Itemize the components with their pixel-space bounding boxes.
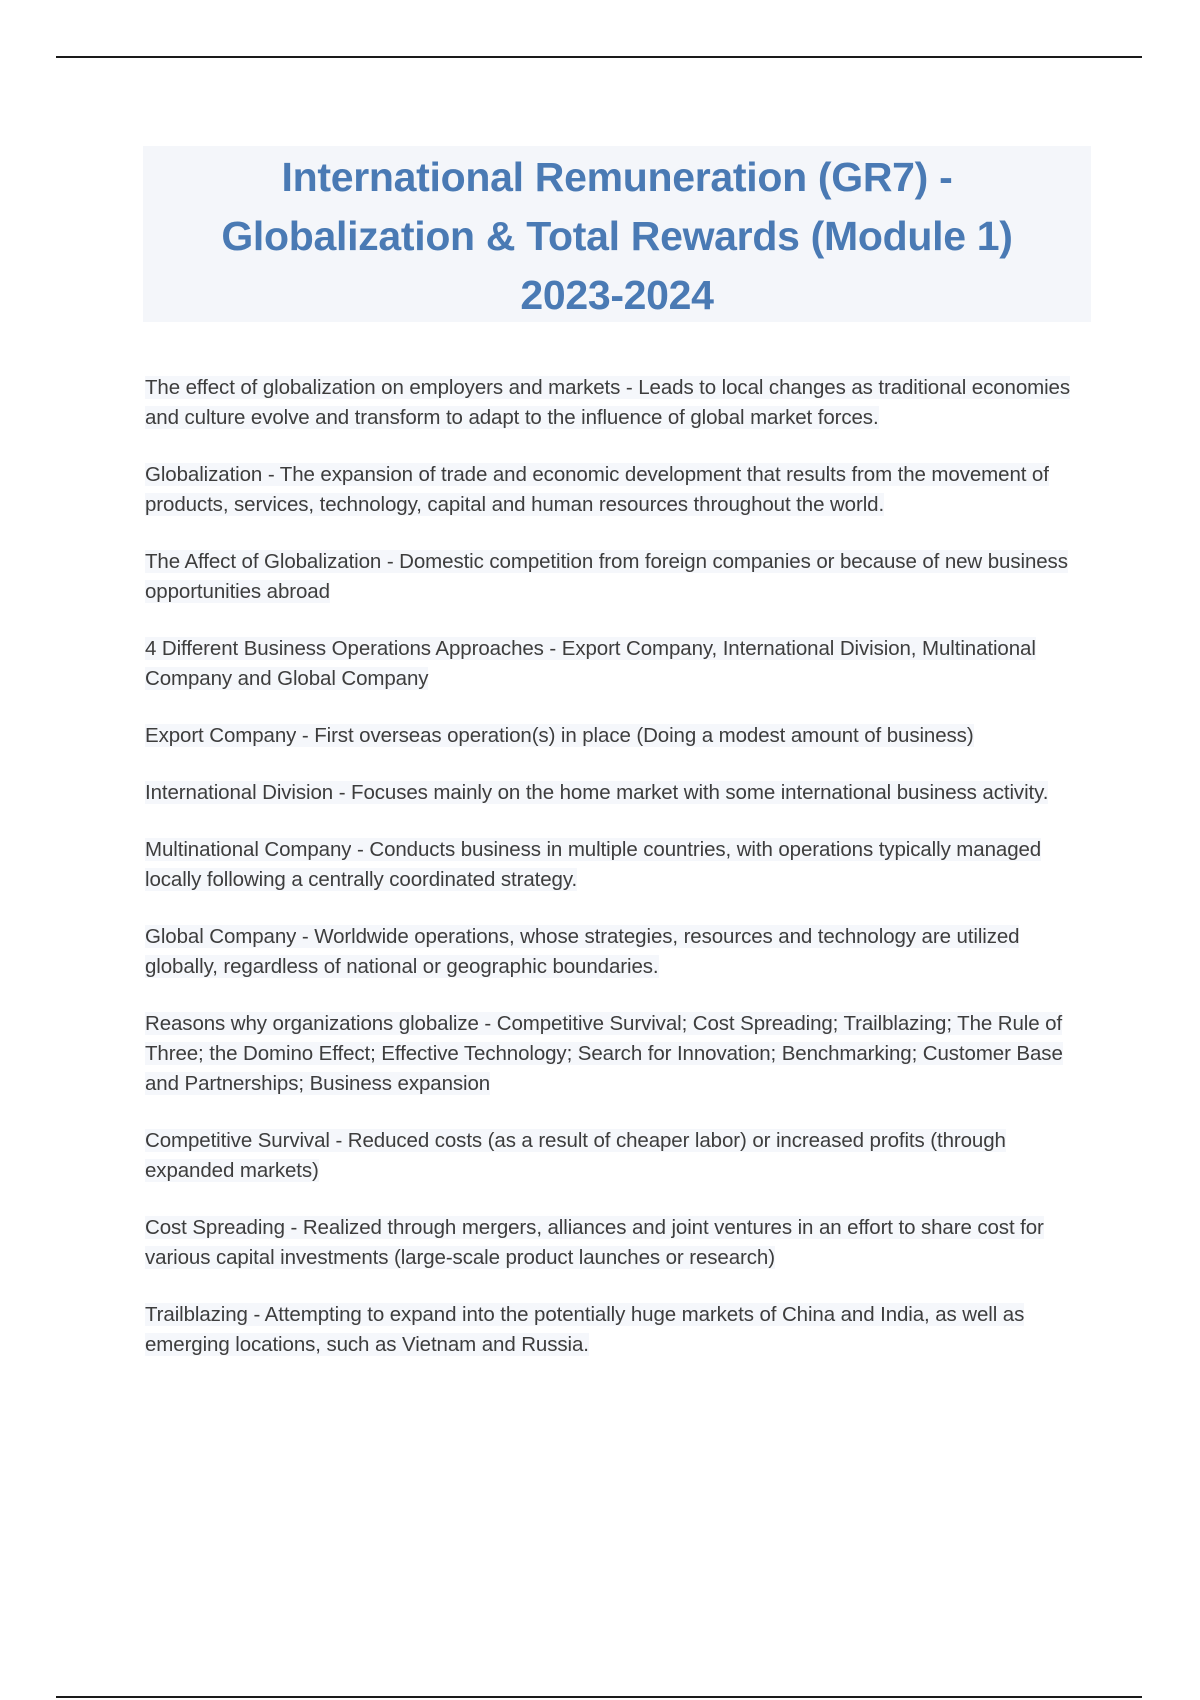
glossary-entry — [145, 1300, 1095, 1360]
glossary-definition: Conducts business in multiple countries, with operations typically managed locally following a centrally coordinated strategy. — [145, 838, 1042, 891]
glossary-definition: Focuses mainly on the home market with some international business activity. — [351, 781, 1049, 804]
glossary-definition: Export Company, International Division, Multinational Company and Global Company — [145, 637, 1036, 690]
glossary-term: Multinational Company — [145, 838, 352, 861]
bottom-divider — [56, 1696, 1142, 1698]
glossary-definition: Reduced costs (as a result of cheaper labor) or increased profits (through expanded markets) — [145, 1129, 1006, 1182]
glossary-term: Competitive Survival — [145, 1129, 330, 1152]
glossary-definition: Leads to local changes as traditional economies and culture evolve and transform to adapt to the influence of global market forces. — [145, 376, 1071, 429]
term-separator: - — [296, 724, 315, 747]
glossary-entry — [145, 634, 1095, 694]
glossary-entry — [145, 721, 1095, 751]
term-separator: - — [543, 637, 562, 660]
glossary-term: Global Company — [145, 925, 297, 948]
glossary-term: The Affect of Globalization — [145, 550, 382, 573]
glossary-definition: Worldwide operations, whose strategies, resources and technology are utilized globally, regardless of national or geographic boundaries. — [145, 925, 1020, 978]
glossary-definition: Realized through mergers, alliances and joint ventures in an effort to share cost for various capital investments (large-scale product launches or research) — [145, 1216, 1044, 1269]
glossary-term: 4 Different Business Operations Approaches — [145, 637, 544, 660]
term-separator: - — [620, 376, 639, 399]
glossary-entry — [145, 1126, 1095, 1186]
document-title-line-2: Globalization & Total Rewards (Module 1) — [221, 213, 1013, 259]
term-separator: - — [247, 1303, 265, 1326]
glossary-content — [145, 373, 1095, 1387]
glossary-entry — [145, 922, 1095, 982]
document-title-line-3: 2023-2024 — [520, 272, 714, 318]
glossary-entry — [145, 373, 1095, 433]
glossary-entry — [145, 1213, 1095, 1273]
document-title-line-1: International Remuneration (GR7) - — [281, 154, 953, 200]
document-title-banner — [143, 146, 1091, 322]
glossary-term: International Division — [145, 781, 334, 804]
term-separator: - — [381, 550, 400, 573]
term-separator: - — [351, 838, 370, 861]
top-divider — [56, 56, 1142, 58]
term-separator: - — [478, 1012, 497, 1035]
glossary-term: Trailblazing — [145, 1303, 248, 1326]
term-separator: - — [333, 781, 352, 804]
glossary-term: Reasons why organizations globalize — [145, 1012, 479, 1035]
glossary-term: The effect of globalization on employers and markets — [145, 376, 621, 399]
glossary-entry — [145, 547, 1095, 607]
glossary-entry — [145, 835, 1095, 895]
glossary-definition: The expansion of trade and economic development that results from the movement of products, services, technology, capital and human resources throughout the world. — [145, 463, 1049, 516]
glossary-entry — [145, 460, 1095, 520]
term-separator: - — [284, 1216, 303, 1239]
term-separator: - — [329, 1129, 348, 1152]
glossary-entry — [145, 1009, 1095, 1099]
glossary-definition: Domestic competition from foreign companies or because of new business opportunities abroad — [145, 550, 1068, 603]
glossary-entry — [145, 778, 1095, 808]
glossary-definition: First overseas operation(s) in place (Doing a modest amount of business) — [314, 724, 974, 747]
glossary-term: Globalization — [145, 463, 263, 486]
term-separator: - — [262, 463, 280, 486]
glossary-definition: Attempting to expand into the potentially huge markets of China and India, as well as emerging locations, such as Vietnam and Russia. — [145, 1303, 1025, 1356]
term-separator: - — [296, 925, 315, 948]
glossary-term: Cost Spreading — [145, 1216, 285, 1239]
glossary-definition: Competitive Survival; Cost Spreading; Trailblazing; The Rule of Three; the Domino Effect; Effective Technology; Search for Innovation; Benchmarking; Customer Base and Partnerships; Business expansion — [145, 1012, 1063, 1095]
glossary-term: Export Company — [145, 724, 297, 747]
